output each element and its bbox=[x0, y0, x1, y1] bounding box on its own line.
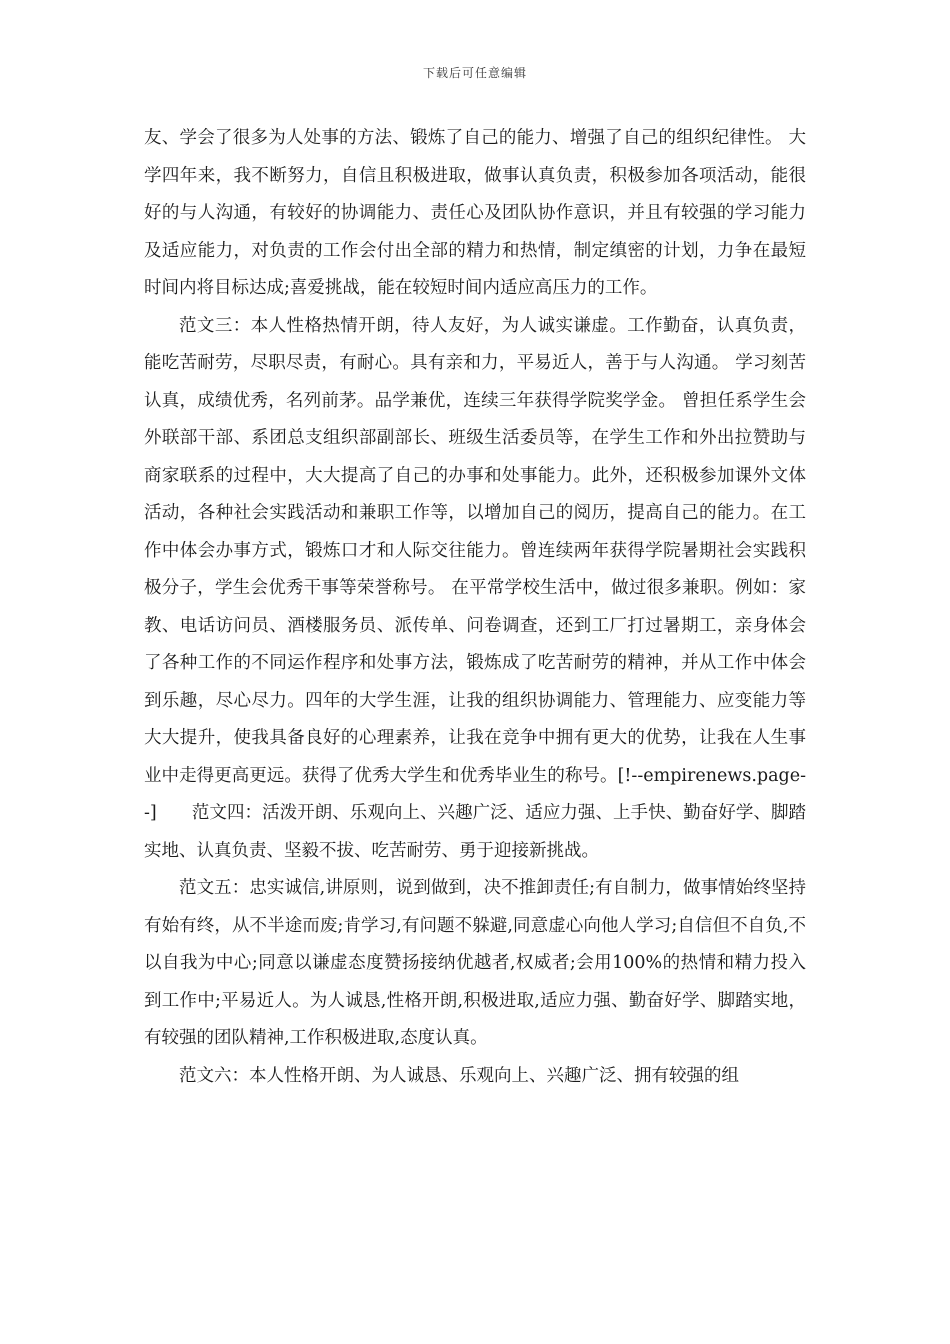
document-body bbox=[144, 120, 806, 1095]
paragraph-2: 范文三：本人性格热情开朗，待人友好，为人诚实谦虚。工作勤奋，认真负责，能吃苦耐劳，尽职尽责，有耐心。具有亲和力，平易近人，善于与人沟通。 学习刻苦认真，成绩优秀，名列前茅。品学兼优，连续三年获得学院奖学金。 曾担任系学生会外联部干部、系团总支组织部副部长、班级生活委员等，在学生工作和外出拉赞助与商家联系的过程中，大大提高了自己的办事和处事能力。此外，还积极参加课外文体活动，各种社会实践活动和兼职工作等，以增加自己的阅历，提高自己的能力。在工作中体会办事方式，锻炼口才和人际交往能力。曾连续两年获得学院暑期社会实践积极分子，学生会优秀干事等荣誉称号。 在平常学校生活中，做过很多兼职。例如：家教、电话访问员、酒楼服务员、派传单、问卷调查，还到工厂打过暑期工，亲身体会了各种工作的不同运作程序和处事方法，锻炼成了吃苦耐劳的精神，并从工作中体会到乐趣，尽心尽力。四年的大学生涯，让我的组织协调能力、管理能力、应变能力等大大提升，使我具备良好的心理素养，让我在竞争中拥有更大的优势，让我在人生事业中走得更高更远。获得了优秀大学生和优秀毕业生的称号。[!--empirenews.page--] 范文四：活泼开朗、乐观向上、兴趣广泛、适应力强、上手快、勤奋好学、脚踏实地、认真负责、坚毅不拔、吃苦耐劳、勇于迎接新挑战。 bbox=[144, 315, 806, 861]
page-header: 下载后可任意编辑 bbox=[422, 66, 527, 80]
paragraph-1: 友、学会了很多为人处事的方法、锻炼了自己的能力、增强了自己的组织纪律性。 大学四年来，我不断努力，自信且积极进取，做事认真负责，积极参加各项活动，能很好的与人沟通，有较好的协调能力、责任心及团队协作意识，并且有较强的学习能力及适应能力，对负责的工作会付出全部的精力和热情，制定缜密的计划，力争在最短时间内将目标达成;喜爱挑战，能在较短时间内适应高压力的工作。 bbox=[144, 128, 806, 298]
paragraph-4: 范文六：本人性格开朗、为人诚恳、乐观向上、兴趣广泛、拥有较强的组 bbox=[179, 1065, 739, 1086]
paragraph-3: 范文五：忠实诚信,讲原则，说到做到，决不推卸责任;有自制力，做事情始终坚持有始有终，从不半途而废;肯学习,有问题不躲避,同意虚心向他人学习;自信但不自负,不以自我为中心;同意以谦虚态度赞扬接纳优越者,权威者;会用100%的热情和精力投入到工作中;平易近人。为人诚恳,性格开朗,积极进取,适应力强、勤奋好学、脚踏实地，有较强的团队精神,工作积极进取,态度认真。 bbox=[144, 878, 806, 1048]
